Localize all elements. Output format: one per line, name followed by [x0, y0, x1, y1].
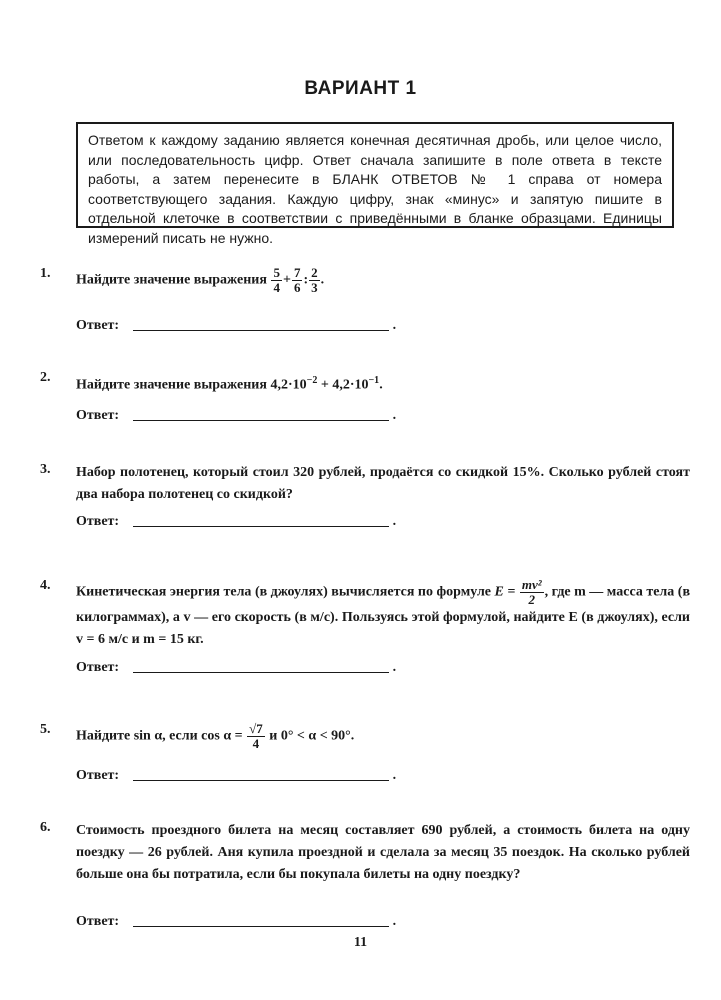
page-title: ВАРИАНТ 1 — [304, 78, 417, 99]
answer-row — [76, 660, 396, 676]
answer-label: Ответ: — [76, 318, 120, 333]
task-prompt-cont: и 0° < α < 90°. — [269, 728, 355, 744]
answer-dot: . — [392, 914, 397, 929]
task-prompt-cont: , где m — масса тела (в килограммах), а v — его скорость (в м/с). Пользуясь этой формулой, найдите E (в джоулях), если v = 6 м/с и m = 15 кг. — [76, 584, 691, 647]
task-prompt: Кинетическая энергия тела (в джоулях) вычисляется по формуле — [76, 584, 492, 600]
fraction: $\frac{5}{4}$ — [273, 265, 280, 295]
answer-dot: . — [392, 408, 397, 423]
punct: . — [379, 377, 383, 393]
task-number: 4. — [40, 578, 51, 593]
task-text: Стоимость проездного билета на месяц составляет 690 рублей, а стоимость билета на одну поездку — 26 рублей. Аня купила проездной и сделала за месяц 35 поездок. На сколько рублей больше она бы потратила, если бы покупала билеты на одну поездку? — [76, 823, 690, 882]
task-text — [76, 722, 690, 751]
answer-row — [76, 514, 396, 530]
answer-dot: . — [392, 660, 397, 675]
answer-field[interactable] — [133, 525, 389, 527]
answer-label: Ответ: — [76, 660, 120, 675]
exponent: −1 — [368, 375, 380, 386]
answer-row — [76, 768, 396, 784]
task-text: Набор полотенец, который стоил 320 рублей, продаётся со скидкой 15%. Сколько рублей стоят два набора полотенец со скидкой? — [76, 465, 690, 502]
task-number: 2. — [40, 370, 51, 385]
fraction: $\frac{7}{6}$ — [293, 265, 301, 295]
fraction: $\frac{2}{3}$ — [311, 265, 318, 295]
task-text — [76, 266, 690, 295]
task-text — [76, 370, 690, 397]
answer-field[interactable] — [133, 419, 389, 421]
answer-dot: . — [392, 768, 397, 783]
exponent: −2 — [306, 375, 318, 386]
task-number: 6. — [40, 820, 51, 835]
answer-row — [76, 318, 396, 334]
expression: 4,2·10 — [332, 377, 369, 393]
operator: + — [282, 272, 291, 288]
answer-label: Ответ: — [76, 768, 120, 783]
expression: 4,2·10 — [270, 377, 307, 393]
task-number: 1. — [40, 266, 51, 281]
answer-field[interactable] — [133, 925, 389, 927]
instructions-box: Ответом к каждому заданию является конечная десятичная дробь, или целое число, или последовательность цифр. Ответ сначала запишите в поле ответа в тексте работы, а затем перенесите в БЛАНК ОТВЕТОВ № 1 справа от номера соответствующего задания. Каждую цифру, знак «минус» и запятую пишите в отдельной клеточке в соответствии с приведёнными в бланке образцами. Единицы измерений писать не нужно. — [76, 122, 674, 228]
page-number: 11 — [353, 935, 368, 950]
answer-row — [76, 408, 396, 424]
operator: + — [317, 377, 333, 393]
task-prompt: Найдите sin α, если cos α = — [76, 728, 243, 744]
answer-field[interactable] — [133, 329, 389, 331]
punct: . — [320, 272, 325, 288]
answer-field[interactable] — [133, 779, 389, 781]
task-number: 3. — [40, 462, 51, 477]
formula-fraction: $\frac{\text{mv²}}{2}$ — [521, 577, 542, 607]
task-number: 5. — [40, 722, 51, 737]
task-prompt: Найдите значение выражения — [76, 272, 267, 288]
answer-row — [76, 914, 396, 930]
formula-lhs: E = — [494, 584, 516, 600]
answer-dot: . — [392, 318, 397, 333]
answer-label: Ответ: — [76, 514, 120, 529]
task-text — [76, 578, 690, 651]
answer-label: Ответ: — [76, 914, 120, 929]
answer-label: Ответ: — [76, 408, 120, 423]
task-prompt: Найдите значение выражения — [76, 377, 267, 393]
answer-dot: . — [392, 514, 397, 529]
answer-field[interactable] — [133, 671, 389, 673]
operator: : — [303, 272, 309, 288]
fraction: $\frac{√7}{4}$ — [249, 721, 263, 751]
